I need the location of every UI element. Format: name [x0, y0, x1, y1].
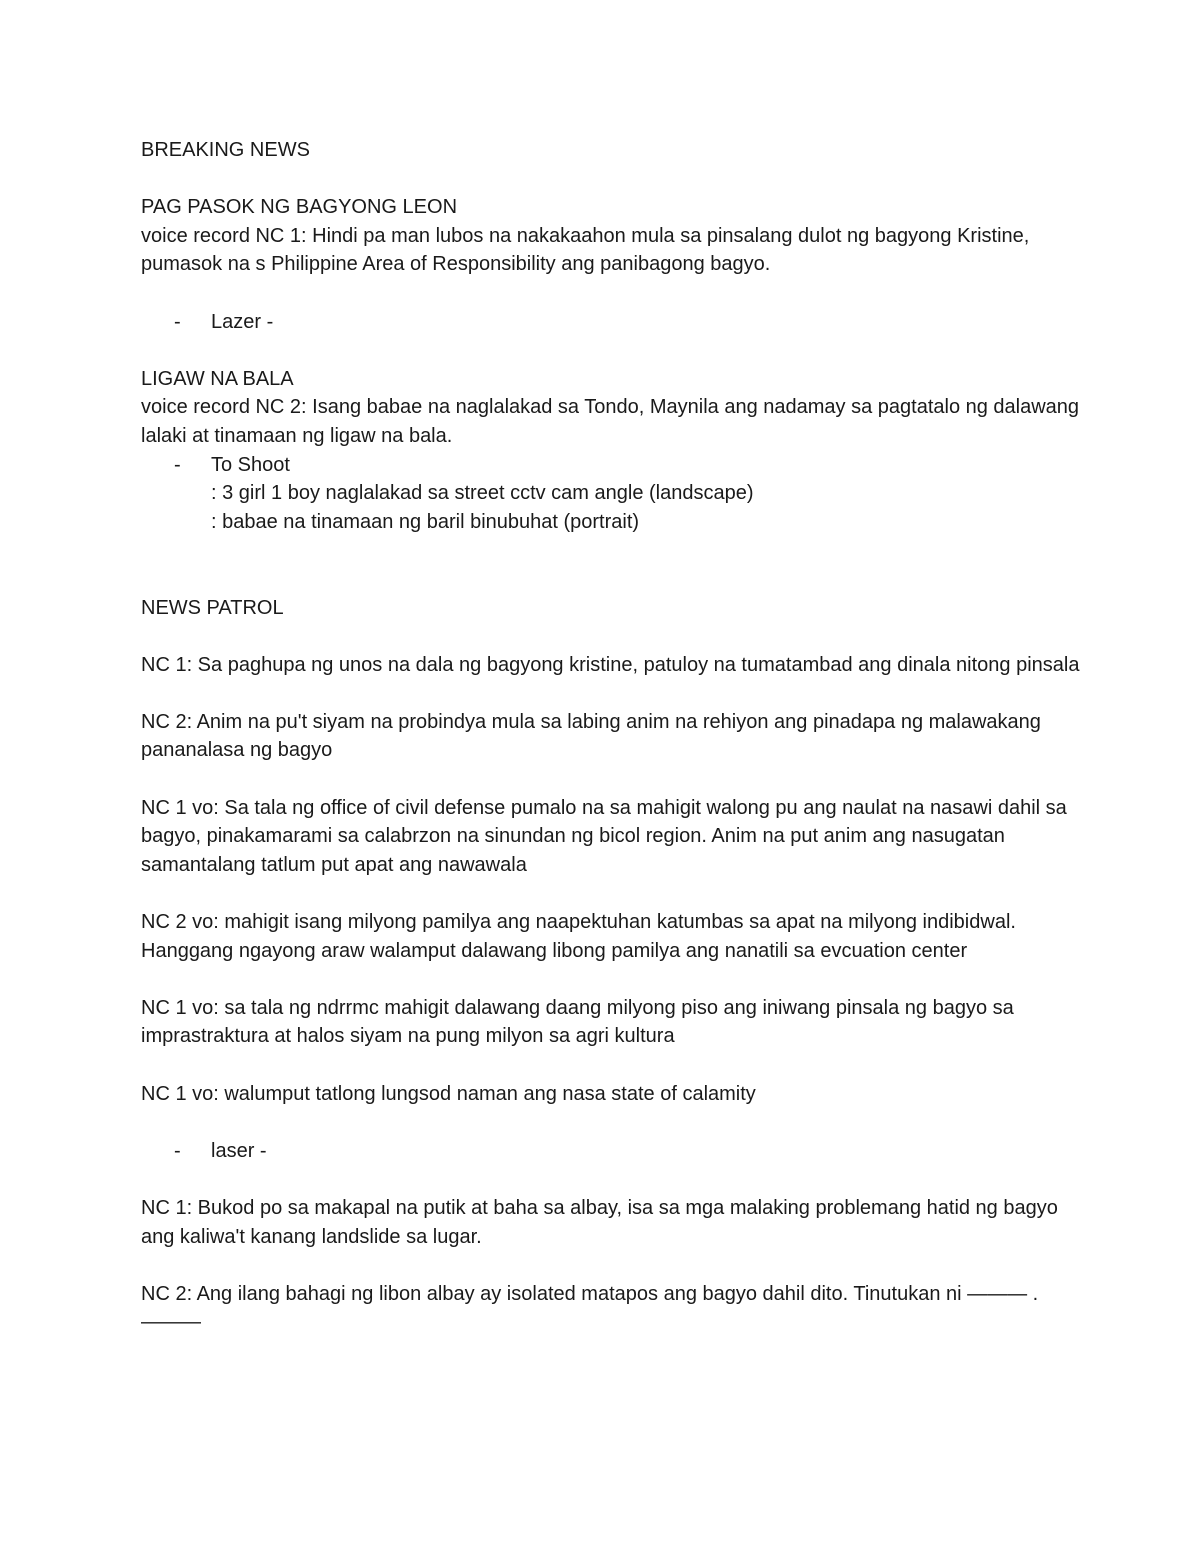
patrol-bullet	[141, 1137, 1081, 1166]
spacer	[141, 1108, 1081, 1137]
spacer	[141, 965, 1081, 994]
patrol-paragraph-6: NC 1 vo: walumput tatlong lungsod naman ang nasa state of calamity	[141, 1082, 756, 1105]
bullet-dash: -	[174, 1139, 181, 1162]
story1-title: PAG PASOK NG BAGYONG LEON	[141, 196, 458, 219]
spacer	[141, 765, 1081, 794]
spacer	[141, 622, 1081, 651]
document-page	[141, 136, 1085, 1337]
spacer	[141, 1165, 1081, 1194]
spacer	[141, 1251, 1081, 1280]
news-patrol-heading: NEWS PATROL	[141, 596, 284, 619]
story2-title: LIGAW NA BALA	[141, 367, 294, 390]
spacer	[141, 679, 1081, 708]
patrol-paragraph-8: NC 2: Ang ilang bahagi ng libon albay ay isolated matapos ang bagyo dahil dito. Tinutukan ni ——— . ———	[141, 1282, 1044, 1334]
spacer	[141, 879, 1081, 908]
story2-text: voice record NC 2: Isang babae na naglalakad sa Tondo, Maynila ang nadamay sa pagtatalo ng dalawang lalaki at tinamaan ng ligaw na bala.	[141, 396, 1085, 447]
story2-bullet	[141, 451, 1081, 480]
patrol-paragraph-2: NC 2: Anim na pu't siyam na probindya mula sa labing anim na rehiyon ang pinadapa ng malawakang pananalasa ng bagyo	[141, 710, 1047, 762]
breaking-news-heading: BREAKING NEWS	[141, 139, 310, 161]
patrol-paragraph-5: NC 1 vo: sa tala ng ndrrmc mahigit dalawang daang milyong piso ang iniwang pinsala ng bagyo sa imprastraktura at halos siyam na pung milyon sa agri kultura	[141, 996, 1020, 1048]
bullet-dash: -	[174, 310, 181, 333]
patrol-paragraph-3: NC 1 vo: Sa tala ng office of civil defense pumalo na sa mahigit walong pu ang naulat na nasawi dahil sa bagyo, pinakamarami sa calabrzon na sinundan ng bicol region. Anim na put anim ang nasugatan samantalang tatlum put apat ang nawawala	[141, 796, 1073, 876]
spacer	[141, 1051, 1081, 1080]
patrol-paragraph-7: NC 1: Bukod po sa makapal na putik at baha sa albay, isa sa mga malaking problemang hatid ng bagyo ang kaliwa't kanang landslide sa lugar.	[141, 1196, 1064, 1248]
spacer	[141, 536, 1081, 593]
spacer	[141, 336, 1081, 365]
story2-shot-1: : 3 girl 1 boy naglalakad sa street cctv cam angle (landscape)	[211, 482, 754, 505]
story2-bullet-text: To Shoot	[211, 453, 290, 476]
spacer	[141, 279, 1081, 308]
story1-text: voice record NC 1: Hindi pa man lubos na nakakaahon mula sa pinsalang dulot ng bagyong Kristine, pumasok na s Philippine Area of Responsibility ang panibagong bagyo.	[141, 224, 1035, 276]
story1-bullet-text: Lazer -	[211, 310, 274, 333]
patrol-bullet-text: laser -	[211, 1139, 267, 1162]
spacer	[141, 165, 1081, 194]
patrol-paragraph-1: NC 1: Sa paghupa ng unos na dala ng bagyong kristine, patuloy na tumatambad ang dinala nitong pinsala	[141, 653, 1080, 676]
bullet-dash: -	[174, 453, 181, 476]
story1-bullet	[141, 308, 1081, 337]
story2-shot-2: : babae na tinamaan ng baril binubuhat (portrait)	[211, 510, 640, 533]
patrol-paragraph-4: NC 2 vo: mahigit isang milyong pamilya ang naapektuhan katumbas sa apat na milyong indibidwal. Hanggang ngayong araw walamput dalawang libong pamilya ang nanatili sa evcuation center	[141, 911, 1022, 962]
